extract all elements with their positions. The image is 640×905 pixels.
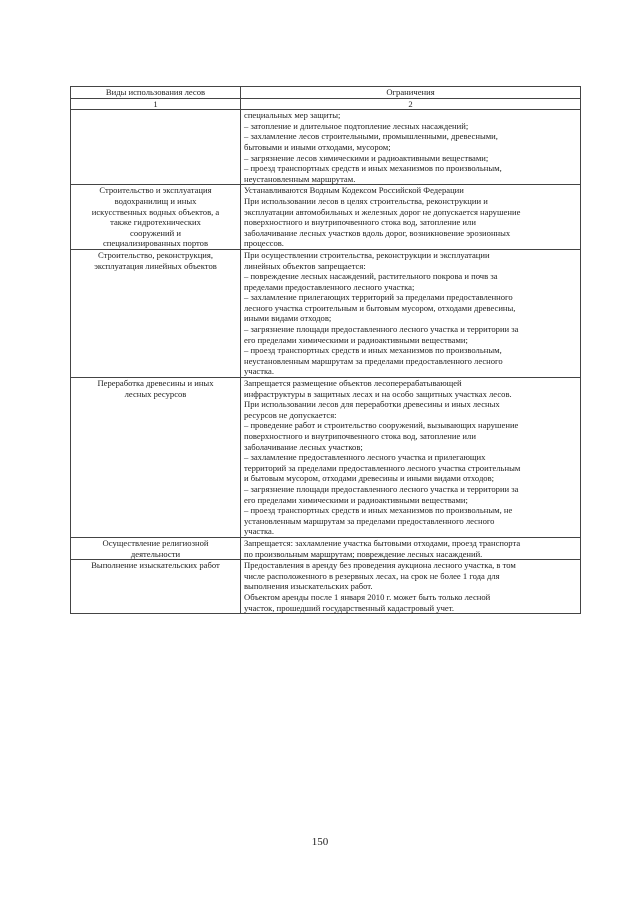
table-row: [71, 110, 581, 185]
restriction-line: Предоставления в аренду без проведения аукциона лесного участка, в том: [244, 560, 516, 571]
table-body: [71, 110, 581, 614]
forest-use-restrictions-table: [70, 86, 581, 614]
header-use-types: Виды использования лесов: [71, 87, 241, 99]
restriction-line: установленным маршрутам за пределами предоставленного лесного: [244, 515, 495, 526]
restriction-line: заболачивание лесных участков вдоль дорог, возникновение эрозионных: [244, 227, 511, 238]
restriction-line: выполнения изыскательских работ.: [244, 581, 373, 592]
use-type-line: деятельности: [130, 548, 181, 559]
restriction-line: – проезд транспортных средств и иных механизмов по произвольным,: [244, 345, 502, 356]
restriction-line: иными видами отходов;: [244, 313, 332, 324]
restriction-line: и бытовым мусором, отходами древесины и иными видами отходов;: [244, 473, 495, 484]
restriction-line: участок, прошедший государственный кадастровый учет.: [244, 602, 454, 613]
use-type-line: Выполнение изыскательских работ: [91, 560, 220, 571]
restriction-line: инфраструктуры в защитных лесах и на особо защитных участках лесов.: [244, 388, 512, 399]
use-type-line: специализированных портов: [102, 238, 209, 249]
restriction-cell: [241, 185, 581, 250]
restriction-line: заболачивание лесных участков;: [244, 441, 363, 452]
restriction-line: участка.: [244, 526, 275, 537]
use-type-cell: [71, 110, 241, 185]
restriction-line: – проезд транспортных средств и иных механизмов по произвольным, не: [244, 505, 513, 516]
use-type-line: сооружений и: [130, 227, 181, 238]
restriction-line: поверхностного и внутрипочвенного стока вод, затопление или: [244, 217, 476, 228]
restriction-line: – загрязнение площади предоставленного лесного участка и территории за: [244, 324, 519, 335]
restriction-line: – загрязнение лесов химическими и радиоактивными веществами;: [244, 152, 489, 163]
restriction-line: ресурсов не допускается:: [244, 409, 337, 420]
use-type-cell: [71, 378, 241, 538]
restriction-line: бытовыми и иными отходами, мусором;: [244, 141, 391, 152]
restriction-line: участка.: [244, 366, 275, 377]
use-type-line: Строительство и эксплуатация: [99, 185, 212, 196]
use-type-cell: [71, 560, 241, 614]
restriction-line: его пределами химическими и радиоактивными веществами;: [244, 494, 468, 505]
restriction-line: территорий за пределами предоставленного лесного участка строительным: [244, 462, 521, 473]
use-type-line: Переработка древесины и иных: [97, 378, 214, 389]
use-type-line: Осуществление религиозной: [102, 537, 209, 548]
restriction-line: При осуществлении строительства, реконструкции и эксплуатации: [244, 249, 490, 260]
restriction-line: При использовании лесов в целях строительства, реконструкции и: [244, 195, 488, 206]
restriction-line: специальных мер защиты;: [244, 110, 341, 121]
restriction-line: его пределами химическими и радиоактивными веществами;: [244, 334, 468, 345]
restriction-line: Запрещается: захламление участка бытовыми отходами, проезд транспорта: [244, 537, 521, 548]
table-row: [71, 378, 581, 538]
restriction-cell: [241, 537, 581, 559]
restriction-line: лесного участка строительным и бытовым мусором, отходами древесины,: [244, 302, 516, 313]
restriction-line: – загрязнение площади предоставленного лесного участка и территории за: [244, 483, 519, 494]
header-row: [71, 87, 581, 99]
restriction-line: – проезд транспортных средств и иных механизмов по произвольным,: [244, 163, 502, 174]
column-number-1: 1: [71, 98, 241, 110]
restriction-cell: [241, 249, 581, 377]
restriction-line: линейных объектов запрещается:: [244, 260, 366, 271]
restriction-line: – проведение работ и строительство сооружений, вызывающих нарушение: [244, 420, 519, 431]
restriction-line: – захламление лесов строительными, промышленными, древесными,: [244, 131, 498, 142]
restriction-line: Устанавливаются Водным Кодексом Российской Федерации: [244, 185, 464, 196]
use-type-line: Строительство, реконструкция,: [98, 249, 213, 260]
table-row: [71, 560, 581, 614]
restriction-line: – захламление прилегающих территорий за пределами предоставленного: [244, 292, 513, 303]
restriction-line: пределами предоставленного лесного участка;: [244, 281, 415, 292]
use-type-line: искусственных водных объектов, а: [91, 206, 220, 217]
use-type-line: лесных ресурсов: [124, 388, 187, 399]
restriction-line: эксплуатации автомобильных и железных дорог не допускается нарушение: [244, 206, 521, 217]
restriction-line: поверхностного и внутрипочвенного стока вод, затопление или: [244, 431, 476, 441]
header-restrictions: Ограничения: [241, 87, 581, 99]
restriction-line: Запрещается размещение объектов лесоперерабатывающей: [244, 378, 462, 389]
column-number-2: 2: [241, 98, 581, 110]
restriction-line: неустановленным маршрутам за пределами предоставленного лесного: [244, 355, 503, 366]
restriction-cell: [241, 110, 581, 185]
use-type-line: водохранилищ и иных: [114, 195, 197, 206]
use-type-cell: [71, 185, 241, 250]
page-number: 150: [311, 836, 329, 848]
restriction-line: – повреждение лесных насаждений, растительного покрова и почв за: [244, 271, 498, 282]
use-type-cell: [71, 249, 241, 377]
restriction-cell: [241, 560, 581, 614]
column-number-row: [71, 98, 581, 110]
restriction-line: по произвольным маршрутам; повреждение лесных насаждений.: [244, 548, 483, 559]
use-type-line: также гидротехнических: [110, 217, 201, 228]
restriction-cell: [241, 378, 581, 538]
restriction-line: – захламление предоставленного лесного участка и прилегающих: [244, 452, 486, 463]
use-type-cell: [71, 537, 241, 559]
table-row: [71, 537, 581, 559]
restriction-line: числе расположенного в резервных лесах, на срок не более 1 года для: [244, 570, 500, 581]
table-row: [71, 185, 581, 250]
table-row: [71, 249, 581, 377]
restriction-line: – затопление и длительное подтопление лесных насаждений;: [244, 120, 469, 131]
restriction-line: При использовании лесов для переработки древесины и иных лесных: [244, 399, 500, 410]
restriction-line: неустановленным маршрутам.: [244, 173, 356, 184]
restriction-line: процессов.: [244, 238, 284, 249]
use-type-line: эксплуатация линейных объектов: [94, 260, 217, 271]
restriction-line: Объектом аренды после 1 января 2010 г. может быть только лесной: [244, 591, 491, 602]
